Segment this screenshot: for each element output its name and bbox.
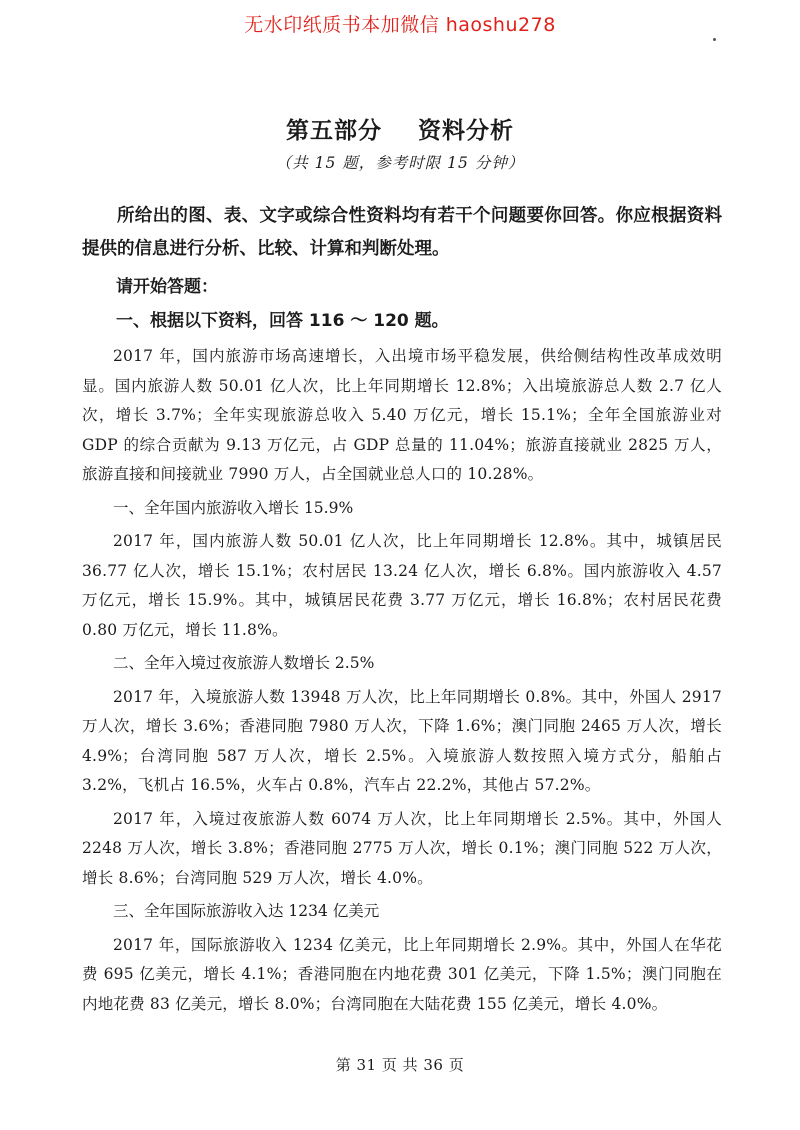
instruction-text: 所给出的图、表、文字或综合性资料均有若干个问题要你回答。你应根据资料提供的信息进行分析、比较、计算和判断处理。 — [82, 206, 722, 259]
intro-paragraph: 2017 年，国内旅游市场高速增长，入出境市场平稳发展，供给侧结构性改革成效明显。国内旅游人数 50.01 亿人次，比上年同期增长 12.8%；入出境旅游总人数 2.7 亿人次，增长 3.7%；全年实现旅游总收入 5.40 万亿元，增长 15.1%；全年全国旅游业对 GDP 的综合贡献为 9.13 万亿元，占 GDP 总量的 11.04%；旅游直接就业 2825 万人，旅游直接和间接就业 7990 万人，占全国就业总人口的 10.28%。 — [82, 347, 722, 483]
page-content — [82, 200, 722, 1019]
subheading-domestic: 一、全年国内旅游收入增长 15.9% — [113, 498, 354, 517]
page-speck — [713, 38, 716, 41]
page-subtitle: （共 15 题，参考时限 15 分钟） — [275, 154, 525, 172]
paragraph-overnight: 2017 年，入境过夜旅游人数 6074 万人次，比上年同期增长 2.5%。其中，外国人 2248 万人次，增长 3.8%；香港同胞 2775 万人次，增长 0.1%；澳门同胞 522 万人次，增长 8.6%；台湾同胞 529 万人次，增长 4.0%。 — [82, 809, 722, 887]
section-heading: 一、根据以下资料，回答 116 ～ 120 题。 — [116, 311, 449, 331]
paragraph-domestic: 2017 年，国内旅游人数 50.01 亿人次，比上年同期增长 12.8%。其中，城镇居民 36.77 亿人次，增长 15.1%；农村居民 13.24 亿人次，增长 6.8%。国内旅游收入 4.57 万亿元，增长 15.9%。其中，城镇居民花费 3.77 万亿元，增长 16.8%；农村居民花费 0.80 万亿元，增长 11.8%。 — [82, 532, 722, 639]
subheading-international: 三、全年国际旅游收入达 1234 亿美元 — [113, 902, 380, 920]
page-footer: 第 31 页 共 36 页 — [335, 1056, 465, 1074]
subheading-inbound: 二、全年入境过夜旅游人数增长 2.5% — [113, 654, 375, 672]
watermark-text: 无水印纸质书本加微信 haoshu278 — [244, 14, 556, 36]
paragraph-inbound: 2017 年，入境旅游人数 13948 万人次，比上年同期增长 0.8%。其中，外国人 2917 万人次，增长 3.6%；香港同胞 7980 万人次，下降 1.6%；澳门同胞 2465 万人次，增长 4.9%；台湾同胞 587 万人次，增长 2.5%。入境旅游人数按照入境方式分，船舶占 3.2%，飞机占 16.5%，火车占 0.8%，汽车占 22.2%，其他占 57.2%。 — [82, 687, 722, 794]
start-prompt: 请开始答题： — [116, 277, 218, 297]
page-title: 第五部分 资料分析 — [285, 118, 515, 144]
paragraph-international: 2017 年，国际旅游收入 1234 亿美元，比上年同期增长 2.9%。其中，外国人在华花费 695 亿美元，增长 4.1%；香港同胞在内地花费 301 亿美元，下降 1.5%；澳门同胞在内地花费 83 亿美元，增长 8.0%；台湾同胞在大陆花费 155 亿美元，增长 4.0%。 — [82, 935, 722, 1013]
